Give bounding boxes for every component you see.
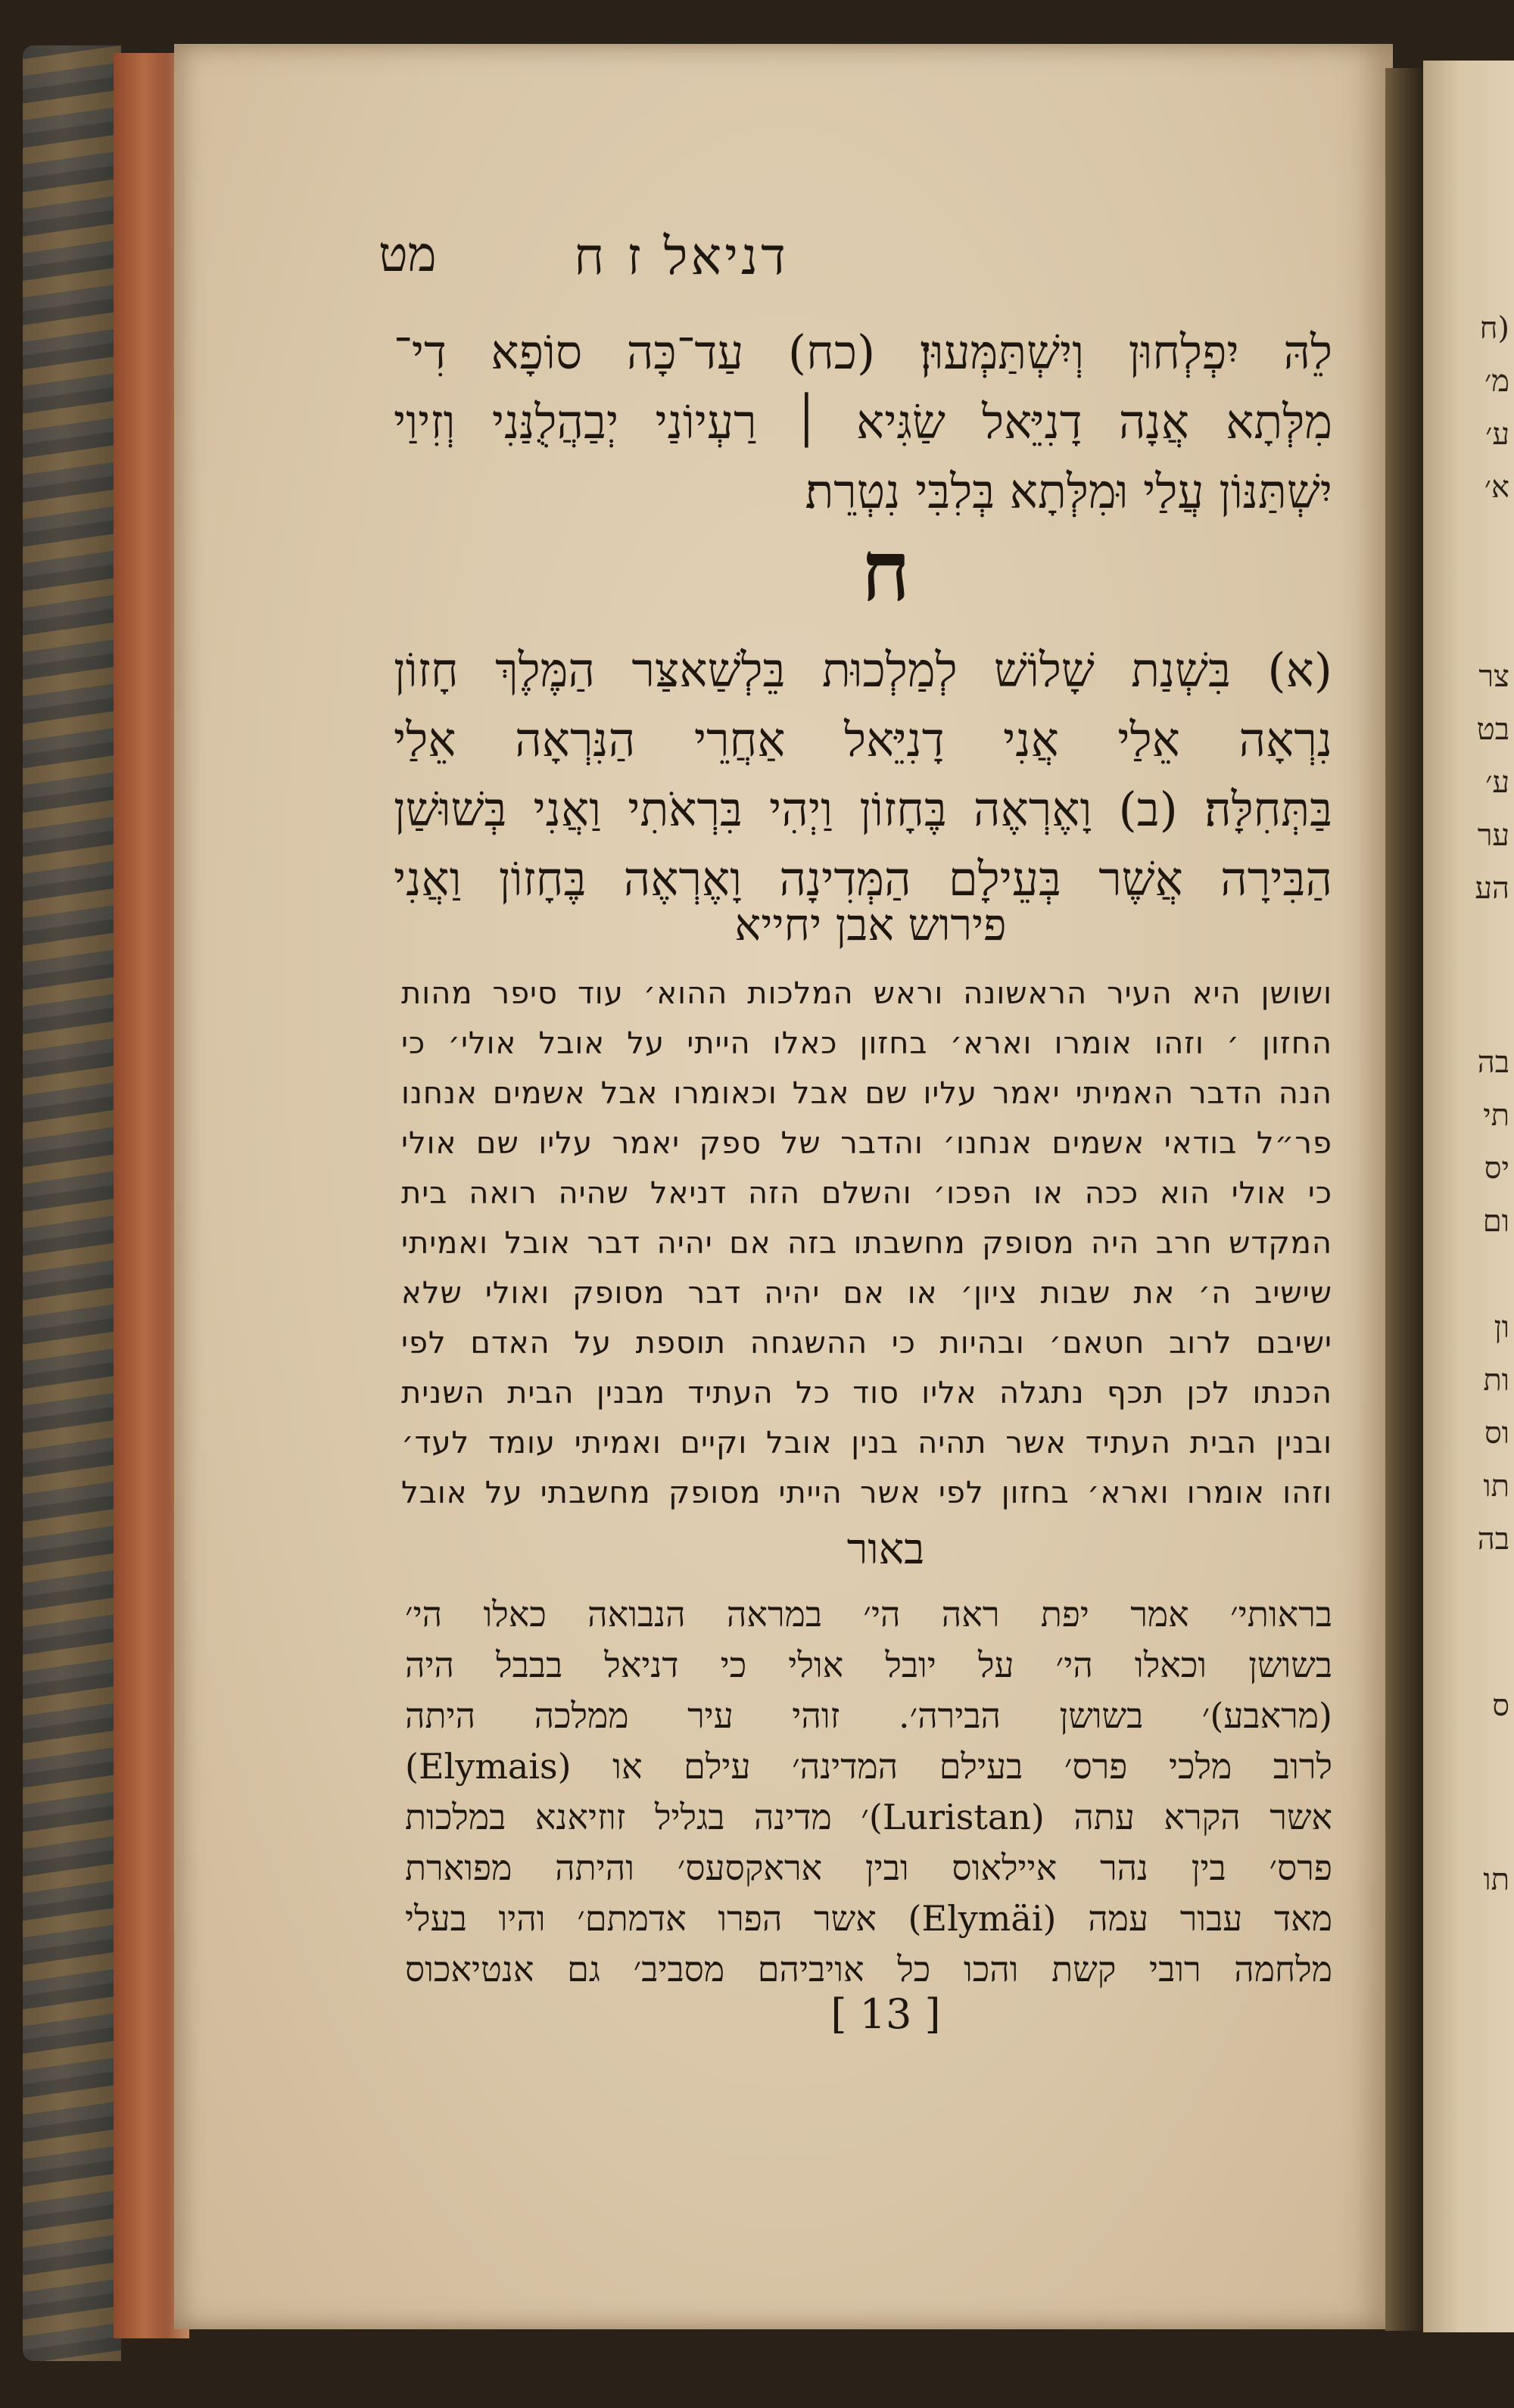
facing-text-fragment: תו bbox=[1483, 1862, 1509, 1897]
facing-text-fragment: בה bbox=[1477, 1522, 1509, 1557]
bible-text-chapter bbox=[394, 636, 1332, 914]
beur-line: מלחמה רובי קשת והכו כל אויביהם מסביב׳ גם אנטיאכוס bbox=[405, 1949, 1332, 1990]
bible-line: הַבִּירָה אֲשֶׁר בְּעֵילָם הַמְּדִינָה וָאֶרְאֶה בֶּחָזוֹן וַאֲנִי bbox=[394, 851, 1332, 907]
facing-text-fragment: ון bbox=[1494, 1310, 1509, 1345]
commentary-line: ישיבם לרוב חטאם׳ ובהיות כי ההשגחה תוספת על האדם לפי bbox=[401, 1326, 1332, 1361]
facing-text-fragment: צר bbox=[1478, 659, 1509, 694]
commentary-line: כי אולי הוא ככה או הפכו׳ והשלם הזה דניאל שהיה רואה בית bbox=[401, 1176, 1332, 1211]
beur-line: מאד עבור עמה (Elymäi) אשר הפרו אדמתם׳ והיו בעלי bbox=[405, 1898, 1332, 1939]
commentary-line: ושושן היא העיר הראשונה וראש המלכות ההוא׳ עוד סיפר מהות bbox=[401, 976, 1332, 1011]
beur-line: (מראבע)׳ בשושן הבירה׳. זוהי עיר ממלכה היתה bbox=[405, 1695, 1332, 1736]
facing-text-fragment: הע bbox=[1475, 871, 1509, 906]
bible-line: יִשְׁתַּנּוֹן עֲלַי וּמִלְּתָא בְּלִבִּי נִטְרֵת׃ bbox=[805, 464, 1332, 519]
beur-text bbox=[405, 1589, 1332, 1995]
facing-text-fragment: תי bbox=[1483, 1098, 1509, 1133]
facing-page-fragment bbox=[1423, 61, 1514, 2332]
page-number: מט bbox=[378, 227, 437, 283]
bible-line: מִלְּתָא אֲנָה דָנִיֵּאל שַׂגִּיא ׀ רַעְיוֹנַי יְבַהֲלֻנַּנִי וְזִיוַי bbox=[394, 394, 1332, 450]
facing-text-fragment: ות bbox=[1483, 1363, 1509, 1398]
commentary-line: ובנין הבית העתיד אשר תהיה בנין אובל וקיים ואמיתי עומד לעד׳ bbox=[401, 1426, 1332, 1461]
facing-text-fragment: ער bbox=[1477, 818, 1509, 853]
commentary-line: המקדש חרב היה מסופק מחשבתו בזה אם יהיה דבר אובל ואמיתי bbox=[401, 1226, 1332, 1261]
beur-line: בשושן וכאלו הי׳ על יובל אולי כי דניאל בבבל היה bbox=[405, 1644, 1332, 1685]
commentary-line: הכנתו לכן תכף נתגלה אליו סוד כל העתיד מבנין הבית השנית bbox=[401, 1376, 1332, 1411]
facing-text-fragment: וס bbox=[1484, 1416, 1509, 1451]
beur-heading: באור bbox=[846, 1525, 925, 1574]
commentary-line: וזהו אומרו וארא׳ בחזון לפי אשר הייתי מסופק מחשבתי על אובל bbox=[401, 1476, 1332, 1510]
commentary-line: החזון ׳ וזהו אומרו וארא׳ בחזון כאלו הייתי על אובל אולי׳ כי bbox=[401, 1026, 1332, 1061]
beur-line: לרוב מלכי פרס׳ בעילם המדינה׳ עילם או (Elymais) bbox=[405, 1746, 1332, 1787]
signature-mark: [ 13 ] bbox=[830, 1990, 941, 2038]
facing-text-fragment: תו bbox=[1483, 1469, 1509, 1504]
facing-text-fragment: א׳ bbox=[1484, 470, 1509, 505]
facing-text-fragment: ע׳ bbox=[1485, 765, 1509, 800]
commentary-text bbox=[401, 969, 1332, 1518]
marbled-cover bbox=[23, 45, 121, 2361]
running-head: דניאל ז ח bbox=[574, 227, 789, 287]
facing-text-fragment: בה bbox=[1477, 1045, 1509, 1080]
chapter-number: ח bbox=[861, 522, 911, 620]
bible-line: לֵהּ יִפְלְחוּן וְיִשְׁתַּמְּעוּן׃ (כח) עַד־כָּה סוֹפָא דִי־ bbox=[394, 325, 1332, 380]
commentary-heading: פירוש אבן יחייא bbox=[734, 899, 1007, 950]
facing-text-fragment: ס bbox=[1492, 1688, 1509, 1723]
facing-text-fragment: יס bbox=[1484, 1151, 1509, 1186]
commentary-line: שישיב ה׳ את שבות ציון׳ או אם יהיה דבר מסופק ואולי שלא bbox=[401, 1276, 1332, 1311]
facing-text-fragment: ום bbox=[1482, 1204, 1509, 1239]
beur-line: בראותי׳ אמר יפת ראה הי׳ במראה הנבואה כאלו הי׳ bbox=[405, 1594, 1332, 1635]
bible-text-top bbox=[394, 318, 1332, 527]
commentary-line: פר״ל בודאי אשמים אנחנו׳ והדבר של ספק יאמר עליו שם אולי bbox=[401, 1126, 1332, 1161]
beur-line: פרס׳ בין נהר איילאוס ובין אראקסעס׳ והיתה מפוארת bbox=[405, 1847, 1332, 1888]
bible-line: בַּתְּחִלָּה׃ (ב) וָאֶרְאֶה בֶּחָזוֹן וַיְהִי בִּרְאֹתִי וַאֲנִי בְּשׁוּשַׁן bbox=[394, 782, 1332, 837]
facing-text-fragment: בט bbox=[1476, 712, 1509, 747]
facing-text-fragment: מ׳ bbox=[1484, 364, 1509, 399]
bible-line: (א) בִּשְׁנַת שָׁלוֹשׁ לְמַלְכוּת בֵּלְשַׁאצַּר הַמֶּלֶךְ חָזוֹן bbox=[394, 642, 1332, 698]
facing-text-fragment: ע׳ bbox=[1485, 417, 1509, 452]
beur-line: אשר הקרא עתה (Luristan)׳ מדינה בגליל זוזיאנא במלכות bbox=[405, 1797, 1332, 1837]
facing-text-fragment: (ח bbox=[1479, 311, 1509, 346]
commentary-line: הנה הדבר האמיתי יאמר עליו שם אבל וכאומרו אבל אשמים אנחנו bbox=[401, 1076, 1332, 1111]
bible-line: נִרְאָה אֵלַי אֲנִי דָנִיֵּאל אַחֲרֵי הַנִּרְאָה אֵלַי bbox=[394, 712, 1332, 767]
